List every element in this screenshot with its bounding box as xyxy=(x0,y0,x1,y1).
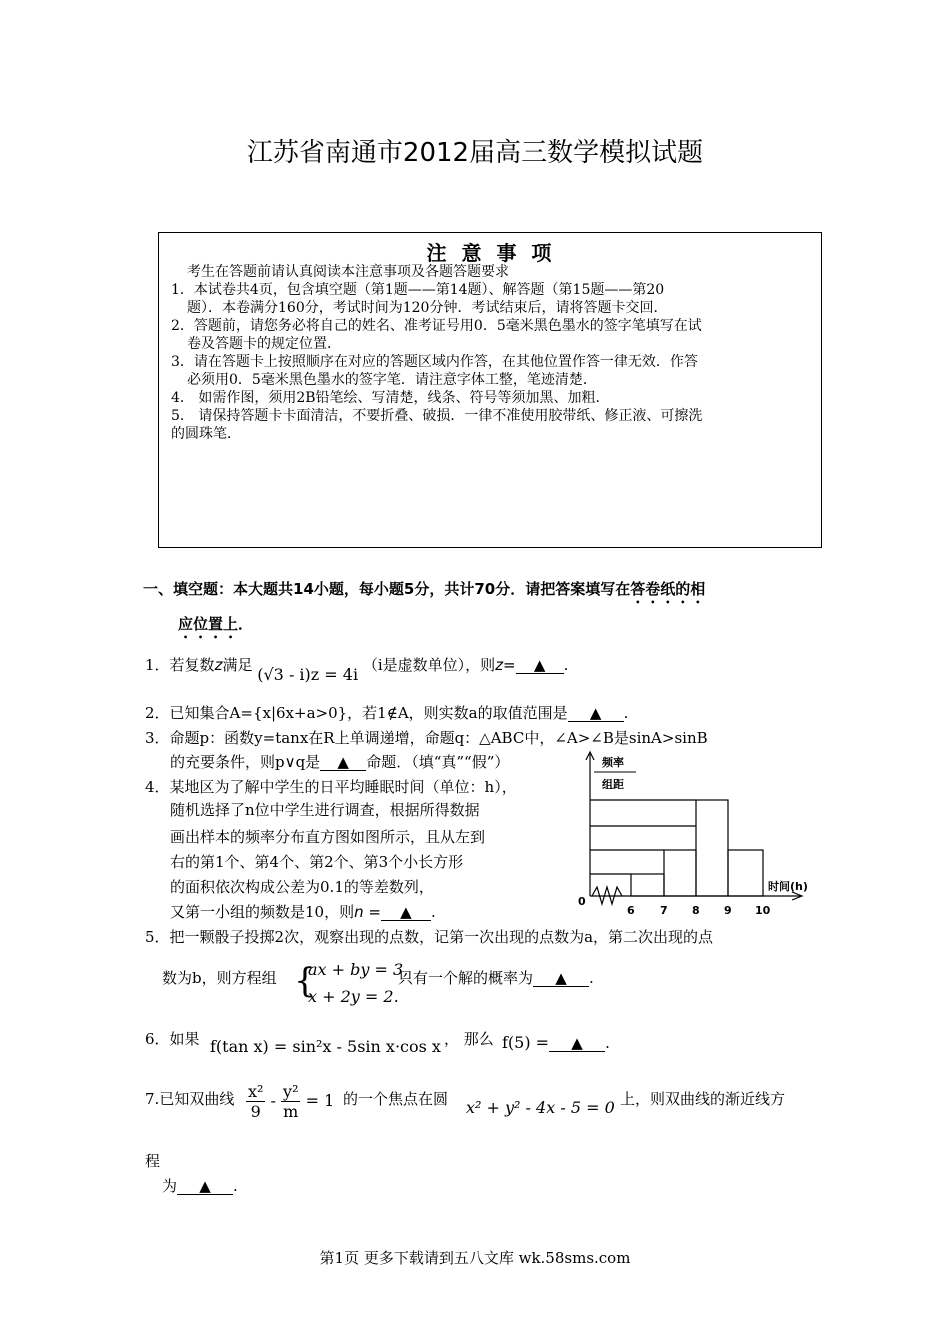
tick-label: 10 xyxy=(755,904,771,917)
question-2: 2．已知集合A={x|6x+a>0}，若1∉A，则实数a的取值范围是 ▲ . xyxy=(145,704,629,722)
notice-line: 5． 请保持答题卡卡面清洁，不要折叠、破损．一律不准使用胶带纸、修正液、可擦洗 xyxy=(171,408,703,424)
question-4-line: 的面积依次构成公差为0.1的等差数列， xyxy=(170,878,434,896)
notice-line: 2．答题前，请您务必将自己的姓名、准考证号用0．5毫米黑色墨水的签字笔填写在试 xyxy=(171,318,702,334)
answer-blank: ▲ xyxy=(516,657,564,674)
tick-label: 9 xyxy=(724,904,732,917)
notice-line: 3．请在答题卡上按照顺序在对应的答题区域内作答，在其他位置作答一律无效．作答 xyxy=(171,354,698,370)
question-7: 7.已知双曲线 xyxy=(145,1090,235,1108)
x-axis-label: 时间(h) xyxy=(768,880,808,893)
question-7-line2: 程 xyxy=(145,1152,161,1170)
q7-circle: x² + y² - 4x - 5 = 0 xyxy=(466,1098,615,1117)
question-4: 4．某地区为了解中学生的日平均睡眠时间（单位：h）， xyxy=(145,778,517,796)
answer-blank: ▲ xyxy=(320,754,366,771)
question-6: 6．如果 xyxy=(145,1030,200,1048)
answer-blank: ▲ xyxy=(549,1035,605,1052)
q7-hyperbola: $\frac{\text{x²}}{9}$ - $\frac{\text{y²}}{m}$ = 1 xyxy=(248,1082,335,1121)
notice-line: 的圆珠笔． xyxy=(171,426,241,442)
tick-label: 8 xyxy=(692,904,700,917)
notice-line: 卷及答题卡的规定位置． xyxy=(187,336,341,352)
tick-label: 6 xyxy=(627,904,635,917)
question-7-tail: 上，则双曲线的渐近线方 xyxy=(620,1090,786,1108)
notice-line: 4． 如需作图，须用2B铅笔绘、写清楚，线条、符号等须加黑、加粗． xyxy=(171,390,610,406)
question-4-line: 画出样本的频率分布直方图如图所示，且从左到 xyxy=(170,828,486,846)
question-7-mid: 的一个焦点在圆 xyxy=(343,1090,449,1108)
histogram-bar xyxy=(664,850,696,896)
q6-equation: f(tan x) = sin²x - 5sin x·cos x xyxy=(210,1037,441,1056)
histogram-bar xyxy=(696,800,728,896)
question-1: 1．若复数z满足 (√3 - i)z = 4i （i是虚数单位），则z= ▲ . xyxy=(145,656,569,684)
notice-intro: 考生在答题前请认真阅读本注意事项及各题答题要求 xyxy=(187,264,509,280)
notice-line: 1．本试卷共4页，包含填空题（第1题——第14题）、解答题（第15题——第20 xyxy=(171,282,665,298)
question-3-cont: 的充要条件，则p∨q是 ▲ 命题．（填“真”“假”） xyxy=(170,753,510,771)
question-5: 5．把一颗骰子投掷2次，观察出现的点数，记第一次出现的点数为a，第二次出现的点 xyxy=(145,928,714,946)
y-label-bottom: 组距 xyxy=(602,778,624,791)
question-4-last: 又第一小组的频数是10，则n = ▲ . xyxy=(170,903,436,921)
page-footer: 第1页 更多下载请到五八文库 wk.58sms.com xyxy=(319,1249,631,1267)
answer-blank: ▲ xyxy=(177,1178,233,1195)
notice-heading: 注 意 事 项 xyxy=(426,241,556,265)
question-6-tail: ， 那么 xyxy=(444,1030,494,1048)
answer-blank: ▲ xyxy=(381,904,431,921)
page-title: 江苏省南通市2012届高三数学模拟试题 xyxy=(246,138,704,168)
question-7-line3: 为 ▲ . xyxy=(162,1177,238,1195)
section-heading: 一、填空题：本大题共14小题，每小题5分，共计70分．请把答案填写在答卷纸的相 xyxy=(143,580,706,598)
origin-label: 0 xyxy=(578,895,586,908)
answer-blank: ▲ xyxy=(533,970,589,987)
y-label-top: 频率 xyxy=(602,756,624,769)
question-3: 3．命题p：函数y=tanx在R上单调递增，命题q：△ABC中，∠A>∠B是sinA>sinB xyxy=(145,729,708,747)
tick-label: 7 xyxy=(660,904,668,917)
system-brace: { xyxy=(294,961,316,1001)
system-eq-1: ax + by = 3, xyxy=(308,960,409,979)
notice-line: 必须用0．5毫米黑色墨水的签字笔．请注意字体工整，笔迹清楚． xyxy=(187,372,597,388)
system-eq-2: x + 2y = 2. xyxy=(308,987,399,1006)
notice-line: 题）．本卷满分160分，考试时间为120分钟．考试结束后，请将答题卡交回． xyxy=(187,300,668,316)
question-5-cont: 数为b，则方程组 xyxy=(162,969,277,987)
question-6-answer: f(5) = ▲ . xyxy=(502,1033,610,1052)
histogram-bar xyxy=(631,874,664,896)
notice-box xyxy=(158,232,822,548)
question-4-line: 随机选择了n位中学生进行调查，根据所得数据 xyxy=(170,801,480,819)
question-5-tail: 只有一个解的概率为 ▲ . xyxy=(398,969,594,987)
frequency-histogram xyxy=(576,748,812,920)
histogram-bar xyxy=(728,850,763,896)
q1-equation: (√3 - i)z = 4i xyxy=(257,665,359,684)
answer-blank: ▲ xyxy=(568,705,624,722)
section-heading-cont: 应位置上． xyxy=(178,615,254,633)
question-4-line: 右的第1个、第4个、第2个、第3个小长方形 xyxy=(170,853,464,871)
